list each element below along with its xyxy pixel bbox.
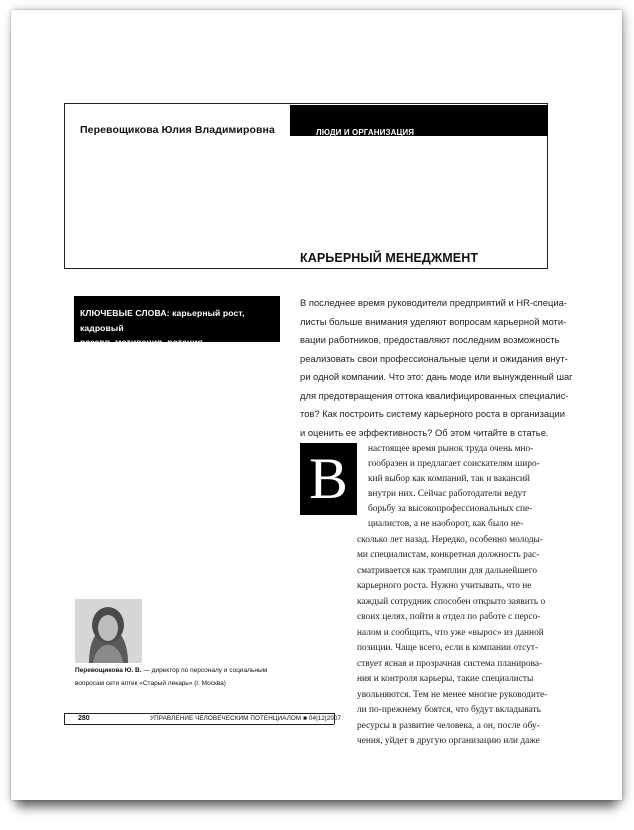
lead-paragraph (300, 294, 573, 442)
footer-rule-top (64, 713, 334, 714)
body-line: позиции. Чаще всего, если в компании отсут- (357, 643, 539, 653)
body-line: настоящее время рынок труда очень мно- (368, 444, 534, 454)
body-line: ствует ясная и прозрачная система планирова- (357, 659, 543, 669)
lead-line: листы больше внимания уделяют вопросам карьерной моти- (300, 315, 567, 327)
author-bio-text: — директор по персоналу и социальным вопросам сети аптек «Старый лекарь» (г. Москва) (75, 667, 268, 687)
body-line: сколько лет назад. Нередко, особенно молоды- (357, 535, 543, 545)
body-line: налом и сообщить, что уже «вырос» из данной (357, 628, 544, 638)
lead-line: реализовать свои профессиональные цели и ожидания внут- (300, 352, 568, 364)
body-line: кий выбор как компаний, так и вакансий (368, 474, 530, 484)
author-photo (75, 599, 142, 663)
journal-title: УПРАВЛЕНИЕ ЧЕЛОВЕЧЕСКИМ ПОТЕНЦИАЛОМ ■ 04|12|2007 (150, 715, 342, 722)
author-portrait-icon (75, 599, 142, 663)
body-line: борьбу за высокопрофессиональных спе- (368, 504, 533, 514)
lead-line: В последнее время руководители предприятий и HR-специа- (300, 297, 567, 308)
lead-line: и оценить ее эффективность? Об этом читайте в статье. (300, 426, 549, 438)
lead-line: тов? Как построить систему карьерного роста в организации (300, 408, 565, 419)
body-line: ния и контроля карьеры, такие специалисты (357, 674, 534, 684)
drop-cap: В (300, 443, 357, 515)
body-line: циалистов, а не наоборот, как было не- (368, 519, 524, 529)
body-line: своих целях, пойти в отдел по работе с персо- (357, 612, 541, 622)
author-name: Перевощикова Юлия Владимировна (80, 124, 275, 136)
lead-line: ри одной компании. Что это: дань моде или вынужденный шаг (300, 371, 573, 382)
lead-line: вации работников, предоставляют последним возможность (300, 334, 560, 345)
lead-line: для предотвращения оттока квалифицированных специалис- (300, 389, 569, 401)
author-bio-name: Перевощикова Ю. В. (75, 667, 142, 674)
body-line: чения, уйдет в другую организацию или даже (357, 736, 540, 746)
page-number: 280 (78, 715, 90, 722)
body-line: гообразен и предлагает соискателям широ- (368, 459, 540, 469)
footer-rule-left (64, 713, 65, 724)
keywords-box (74, 296, 280, 347)
keywords-line-2: резерв, мотивация, ротация (80, 337, 203, 347)
body-line: увольняются. Тем не менее многие руководите- (357, 690, 548, 700)
body-line: карьерного роста. Нужно учитывать, что не (357, 581, 532, 591)
body-line: внутри них. Сейчас работодатели ведут (368, 489, 527, 499)
footer-rule-bottom (64, 724, 334, 725)
body-line: каждый сотрудник способен открыто заявить о (357, 597, 546, 607)
body-line: сматривается как трамплин для дальнейшего (357, 566, 538, 576)
body-line: ми специалистам, конкретная должность рас- (357, 550, 540, 560)
body-line: ли по-прежнему боятся, что будут вкладывать (357, 705, 541, 715)
keywords-line-1: КЛЮЧЕВЫЕ СЛОВА: карьерный рост, кадровый (80, 308, 245, 333)
section-label: ЛЮДИ И ОРГАНИЗАЦИЯ (316, 128, 415, 137)
author-bio (75, 665, 280, 690)
article-title: КАРЬЕРНЫЙ МЕНЕДЖМЕНТ (300, 251, 479, 265)
body-line: ресурсы в развитие человека, а он, после обу- (357, 721, 540, 731)
